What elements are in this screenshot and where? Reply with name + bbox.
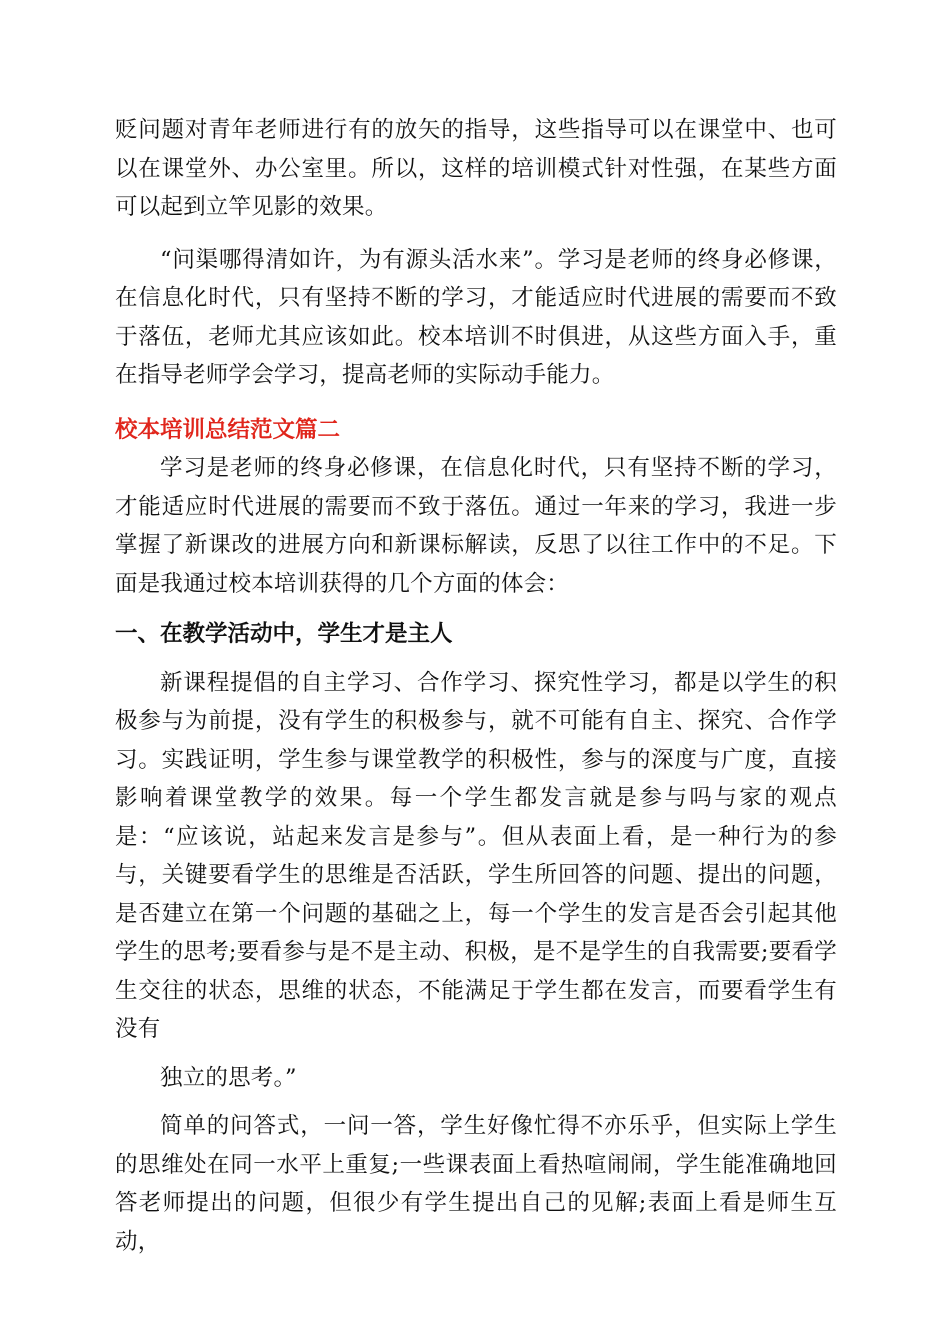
paragraph-2: “问渠哪得清如许，为有源头活水来”。学习是老师的终身必修课，在信息化时代，只有坚持不断的学习，才能适应时代进展的需要而不致于落伍，老师尤其应该如此。校本培训不时俱进，从这些方面入手，重在指导老师学会学习，提高老师的实际动手能力。: [115, 246, 837, 388]
paragraph-1: 贬问题对青年老师进行有的放矢的指导，这些指导可以在课堂中、也可以在课堂外、办公室里。所以，这样的培训模式针对性强，在某些方面可以起到立竿见影的效果。: [115, 117, 837, 220]
article-heading: 校本培训总结范文篇二: [115, 416, 341, 443]
paragraph-5: 独立的思考。”: [160, 1064, 297, 1091]
section-heading: 一、在教学活动中，学生才是主人: [115, 621, 453, 647]
paragraph-6: 简单的问答式，一问一答，学生好像忙得不亦乐乎，但实际上学生的思维处在同一水平上重复;一些课表面上看热喧闹闹，学生能准确地回答老师提出的问题，但很少有学生提出自己的见解;表面上看是师生互动，: [115, 1113, 837, 1255]
document-page: [115, 111, 837, 1261]
paragraph-4: 新课程提倡的自主学习、合作学习、探究性学习，都是以学生的积极参与为前提，没有学生的积极参与，就不可能有自主、探究、合作学习。实践证明，学生参与课堂教学的积极性，参与的深度与广度，直接影响着课堂教学的效果。每一个学生都发言就是参与吗与家的观点是：“应该说，站起来发言是参与”。但从表面上看，是一种行为的参与，关键要看学生的思维是否活跃，学生所回答的问题、提出的问题，是否建立在第一个问题的基础之上，每一个学生的发言是否会引起其他学生的思考;要看参与是不是主动、积极，是不是学生的自我需要;要看学生交往的状态，思维的状态，不能满足于学生都在发言，而要看学生有没有: [115, 669, 837, 1042]
paragraph-3: 学习是老师的终身必修课，在信息化时代，只有坚持不断的学习，才能适应时代进展的需要而不致于落伍。通过一年来的学习，我进一步掌握了新课改的进展方向和新课标解读，反思了以往工作中的不足。下面是我通过校本培训获得的几个方面的体会：: [115, 455, 837, 597]
